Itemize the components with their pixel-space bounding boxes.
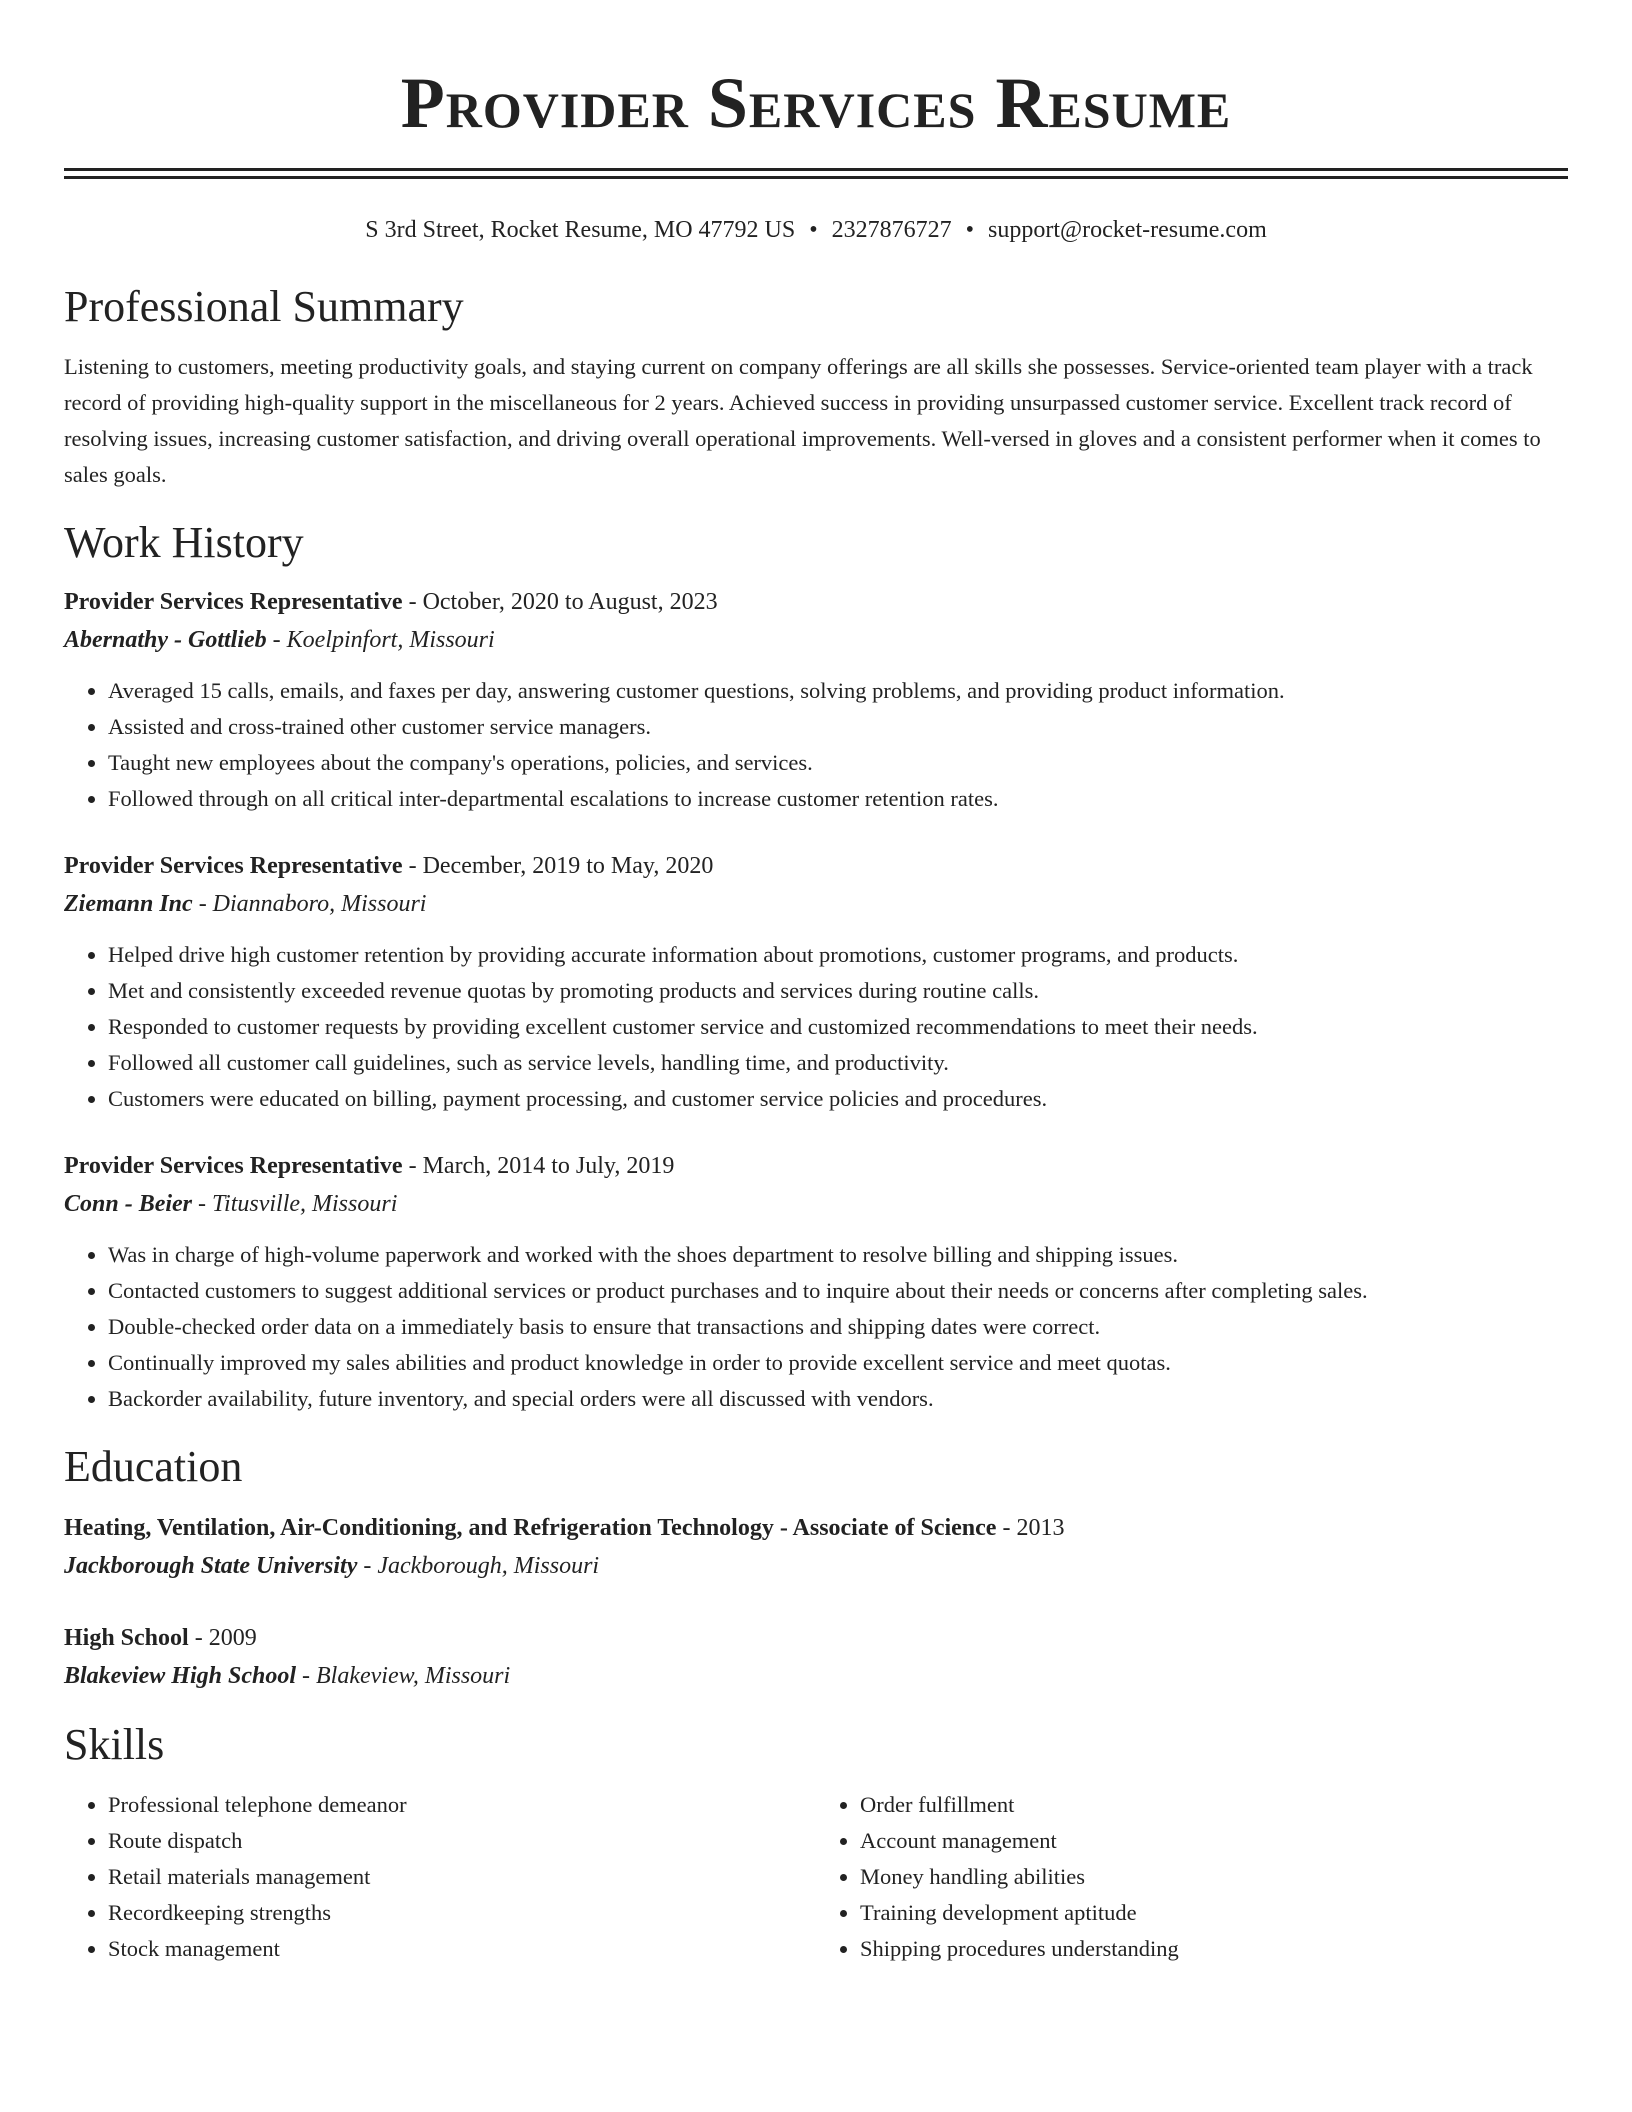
- education-header: [64, 1619, 1568, 1657]
- list-item: • Order fulfillment: [860, 1787, 1568, 1823]
- list-item: • Met and consistently exceeded revenue quotas by promoting products and services during routine calls.: [108, 973, 1568, 1009]
- job-entry: [64, 847, 1568, 1117]
- job-header: [64, 1147, 1568, 1185]
- company-name: Abernathy - Gottlieb: [64, 627, 267, 653]
- education-school: [64, 1657, 1568, 1695]
- education-entry: [64, 1619, 1568, 1695]
- education-heading: Education: [64, 1442, 243, 1491]
- list-item: • Backorder availability, future inventory, and special orders were all discussed with vendors.: [108, 1381, 1568, 1417]
- list-item: • Contacted customers to suggest additional services or product purchases and to inquire about their needs or concerns after completing sales.: [108, 1273, 1568, 1309]
- list-item: • Account management: [860, 1823, 1568, 1859]
- summary-heading: Professional Summary: [64, 282, 464, 331]
- contact-separator: •: [809, 217, 818, 243]
- job-employer: [64, 1185, 1568, 1223]
- school-name: Blakeview High School: [64, 1663, 297, 1689]
- list-item: • Professional telephone demeanor: [108, 1787, 816, 1823]
- list-item: • Double-checked order data on a immediately basis to ensure that transactions and shipping dates were correct.: [108, 1309, 1568, 1345]
- graduation-year: - 2013: [996, 1515, 1065, 1541]
- contact-line: [64, 215, 1568, 245]
- company-name: Ziemann Inc: [64, 891, 193, 917]
- job-dates: - March, 2014 to July, 2019: [402, 1153, 675, 1179]
- contact-email[interactable]: support@rocket-resume.com: [988, 217, 1267, 243]
- job-title: Provider Services Representative: [64, 1153, 403, 1179]
- job-dates: - December, 2019 to May, 2020: [402, 853, 714, 879]
- job-title: Provider Services Representative: [64, 589, 403, 615]
- list-item: • Training development aptitude: [860, 1895, 1568, 1931]
- company-name: Conn - Beier: [64, 1191, 193, 1217]
- job-entry: [64, 1147, 1568, 1417]
- school-location: - Blakeview, Missouri: [296, 1663, 511, 1689]
- skills-column-left: [64, 1787, 816, 1967]
- list-item: • Retail materials management: [108, 1859, 816, 1895]
- list-item: • Was in charge of high-volume paperwork and worked with the shoes department to resolve billing and shipping issues.: [108, 1237, 1568, 1273]
- list-item: • Continually improved my sales abilities and product knowledge in order to provide excellent service and meet quotas.: [108, 1345, 1568, 1381]
- education-entry: [64, 1509, 1568, 1585]
- school-location: - Jackborough, Missouri: [357, 1553, 600, 1579]
- list-item: • Followed through on all critical inter-departmental escalations to increase customer retention rates.: [108, 781, 1568, 817]
- list-item: • Assisted and cross-trained other customer service managers.: [108, 709, 1568, 745]
- skills-list: [64, 1787, 1568, 1967]
- degree-name: High School: [64, 1625, 189, 1651]
- list-item: • Shipping procedures understanding: [860, 1931, 1568, 1967]
- job-employer: [64, 885, 1568, 923]
- work-history-heading: Work History: [64, 518, 304, 567]
- skills-column-right: [816, 1787, 1568, 1967]
- list-item: • Customers were educated on billing, payment processing, and customer service policies and procedures.: [108, 1081, 1568, 1117]
- degree-name: Heating, Ventilation, Air-Conditioning, and Refrigeration Technology - Associate of Science: [64, 1515, 997, 1541]
- job-bullets: [64, 937, 1568, 1117]
- company-location: - Diannaboro, Missouri: [192, 891, 427, 917]
- list-item: • Responded to customer requests by providing excellent customer service and customized recommendations to meet their needs.: [108, 1009, 1568, 1045]
- graduation-year: - 2009: [188, 1625, 257, 1651]
- school-name: Jackborough State University: [64, 1553, 358, 1579]
- list-item: • Stock management: [108, 1931, 816, 1967]
- job-bullets: [64, 673, 1568, 817]
- job-employer: [64, 621, 1568, 659]
- contact-address: S 3rd Street, Rocket Resume, MO 47792 US: [365, 217, 796, 243]
- job-dates: - October, 2020 to August, 2023: [402, 589, 718, 615]
- job-title: Provider Services Representative: [64, 853, 403, 879]
- job-header: [64, 847, 1568, 885]
- list-item: • Followed all customer call guidelines, such as service levels, handling time, and productivity.: [108, 1045, 1568, 1081]
- education-header: [64, 1509, 1568, 1547]
- skills-heading: Skills: [64, 1720, 165, 1769]
- resume-title: Provider Services Resume: [400, 63, 1232, 143]
- job-entry: [64, 583, 1568, 817]
- company-location: - Koelpinfort, Missouri: [266, 627, 495, 653]
- education-school: [64, 1547, 1568, 1585]
- list-item: • Taught new employees about the company's operations, policies, and services.: [108, 745, 1568, 781]
- company-location: - Titusville, Missouri: [192, 1191, 398, 1217]
- list-item: • Route dispatch: [108, 1823, 816, 1859]
- summary-text: Listening to customers, meeting productivity goals, and staying current on company offerings are all skills she possesses. Service-oriented team player with a track record of providing high-quality support in the miscellaneous for 2 years. Achieved success in providing unsurpassed customer service. Excellent track record of resolving issues, increasing customer satisfaction, and driving overall operational improvements. Well-versed in gloves and a consistent performer when it comes to sales goals.: [64, 354, 1541, 487]
- list-item: • Helped drive high customer retention by providing accurate information about promotions, customer programs, and products.: [108, 937, 1568, 973]
- job-bullets: [64, 1237, 1568, 1417]
- list-item: • Recordkeeping strengths: [108, 1895, 816, 1931]
- contact-phone: 2327876727: [831, 217, 952, 243]
- list-item: • Averaged 15 calls, emails, and faxes per day, answering customer questions, solving problems, and providing product information.: [108, 673, 1568, 709]
- title-divider: [64, 168, 1568, 179]
- contact-separator: •: [965, 217, 975, 243]
- list-item: • Money handling abilities: [860, 1859, 1568, 1895]
- job-header: [64, 583, 1568, 621]
